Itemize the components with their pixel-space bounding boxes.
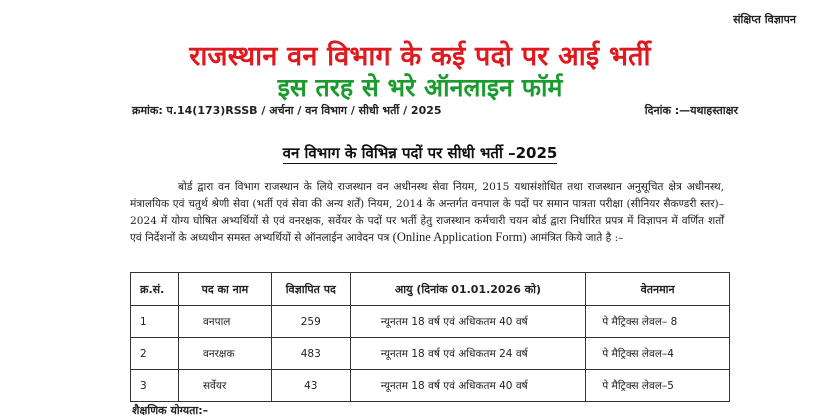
- paragraph-english-term: (Online Application Form): [392, 230, 527, 245]
- short-advertisement-note: संक्षिप्त विज्ञापन: [733, 13, 796, 26]
- advertisement-paragraph: [130, 179, 724, 247]
- header-serial: क्र.सं.: [131, 273, 179, 306]
- document-title: [0, 143, 840, 163]
- cell-serial: 2: [131, 338, 179, 370]
- header-vacancies: विज्ञापित पद: [271, 273, 350, 306]
- cell-pay-scale: पे मैट्रिक्स लेवल–4: [586, 338, 730, 370]
- reference-number: क्रमांक: प.14(173)RSSB / अर्चना / वन विभाग / सीधी भर्ती / 2025: [132, 104, 442, 117]
- educational-qualification-heading: शैक्षणिक योग्यता:–: [132, 404, 209, 417]
- cell-age: न्यूनतम 18 वर्ष एवं अधिकतम 24 वर्ष: [350, 338, 586, 370]
- header-post-name: पद का नाम: [178, 273, 271, 306]
- cell-age: न्यूनतम 18 वर्ष एवं अधिकतम 40 वर्ष: [350, 306, 586, 338]
- cell-serial: 1: [131, 306, 179, 338]
- header-age: आयु (दिनांक 01.01.2026 को): [350, 273, 586, 306]
- cell-post-name: वनरक्षक: [178, 338, 271, 370]
- paragraph-tail: आमंत्रित किये जाते है :–: [526, 232, 624, 245]
- paragraph-text: बोर्ड द्वारा वन विभाग राजस्थान के लिये राजस्थान वन अधीनस्थ सेवा नियम, 2015 यथासंशोधित तथा राजस्थान अनुसूचित क्षेत्र अधीनस्थ, मंत्रालयिक एवं चतुर्थ श्रेणी सेवा (भर्ती एवं सेवा की अन्य शर्तें) नियम, 2014 के अन्तर्गत वनपाल के पदों पर समान पात्रता परीक्षा (सीनियर सैकण्डरी स्तर)– 2024 में योग्य घोषित अभ्यर्थियों से एवं वनरक्षक, सर्वेयर के पदों पर भर्ती हेतु राजस्थान कर्मचारी चयन बोर्ड द्वारा निर्धारित प्रपत्र में विज्ञापन में वर्णित शर्तों एवं निर्देशनों के अध्यधीन समस्त अभ्यर्थियों से ऑनलाईन आवेदन पत्र: [130, 181, 724, 245]
- table-row: [131, 370, 730, 402]
- cell-age: न्यूनतम 18 वर्ष एवं अधिकतम 40 वर्ष: [350, 370, 586, 402]
- table-row: [131, 306, 730, 338]
- cell-serial: 3: [131, 370, 179, 402]
- header-pay-scale: वेतनमान: [586, 273, 730, 306]
- cell-vacancies: 259: [271, 306, 350, 338]
- cell-pay-scale: पे मैट्रिक्स लेवल–5: [586, 370, 730, 402]
- document-title-text: वन विभाग के विभिन्न पदों पर सीधी भर्ती –2025: [282, 144, 558, 162]
- headline-line-1: राजस्थान वन विभाग के कई पदो पर आई भर्ती: [189, 41, 651, 72]
- table-row: [131, 338, 730, 370]
- cell-post-name: वनपाल: [178, 306, 271, 338]
- headline-line-2: इस तरह से भरे ऑनलाइन फॉर्म: [277, 73, 563, 102]
- vacancy-table: [130, 272, 730, 402]
- cell-vacancies: 43: [271, 370, 350, 402]
- date-line: दिनांक :—यथाहस्ताक्षर: [644, 104, 738, 117]
- cell-post-name: सर्वेयर: [178, 370, 271, 402]
- table-header-row: [131, 273, 730, 306]
- cell-pay-scale: पे मैट्रिक्स लेवल– 8: [586, 306, 730, 338]
- cell-vacancies: 483: [271, 338, 350, 370]
